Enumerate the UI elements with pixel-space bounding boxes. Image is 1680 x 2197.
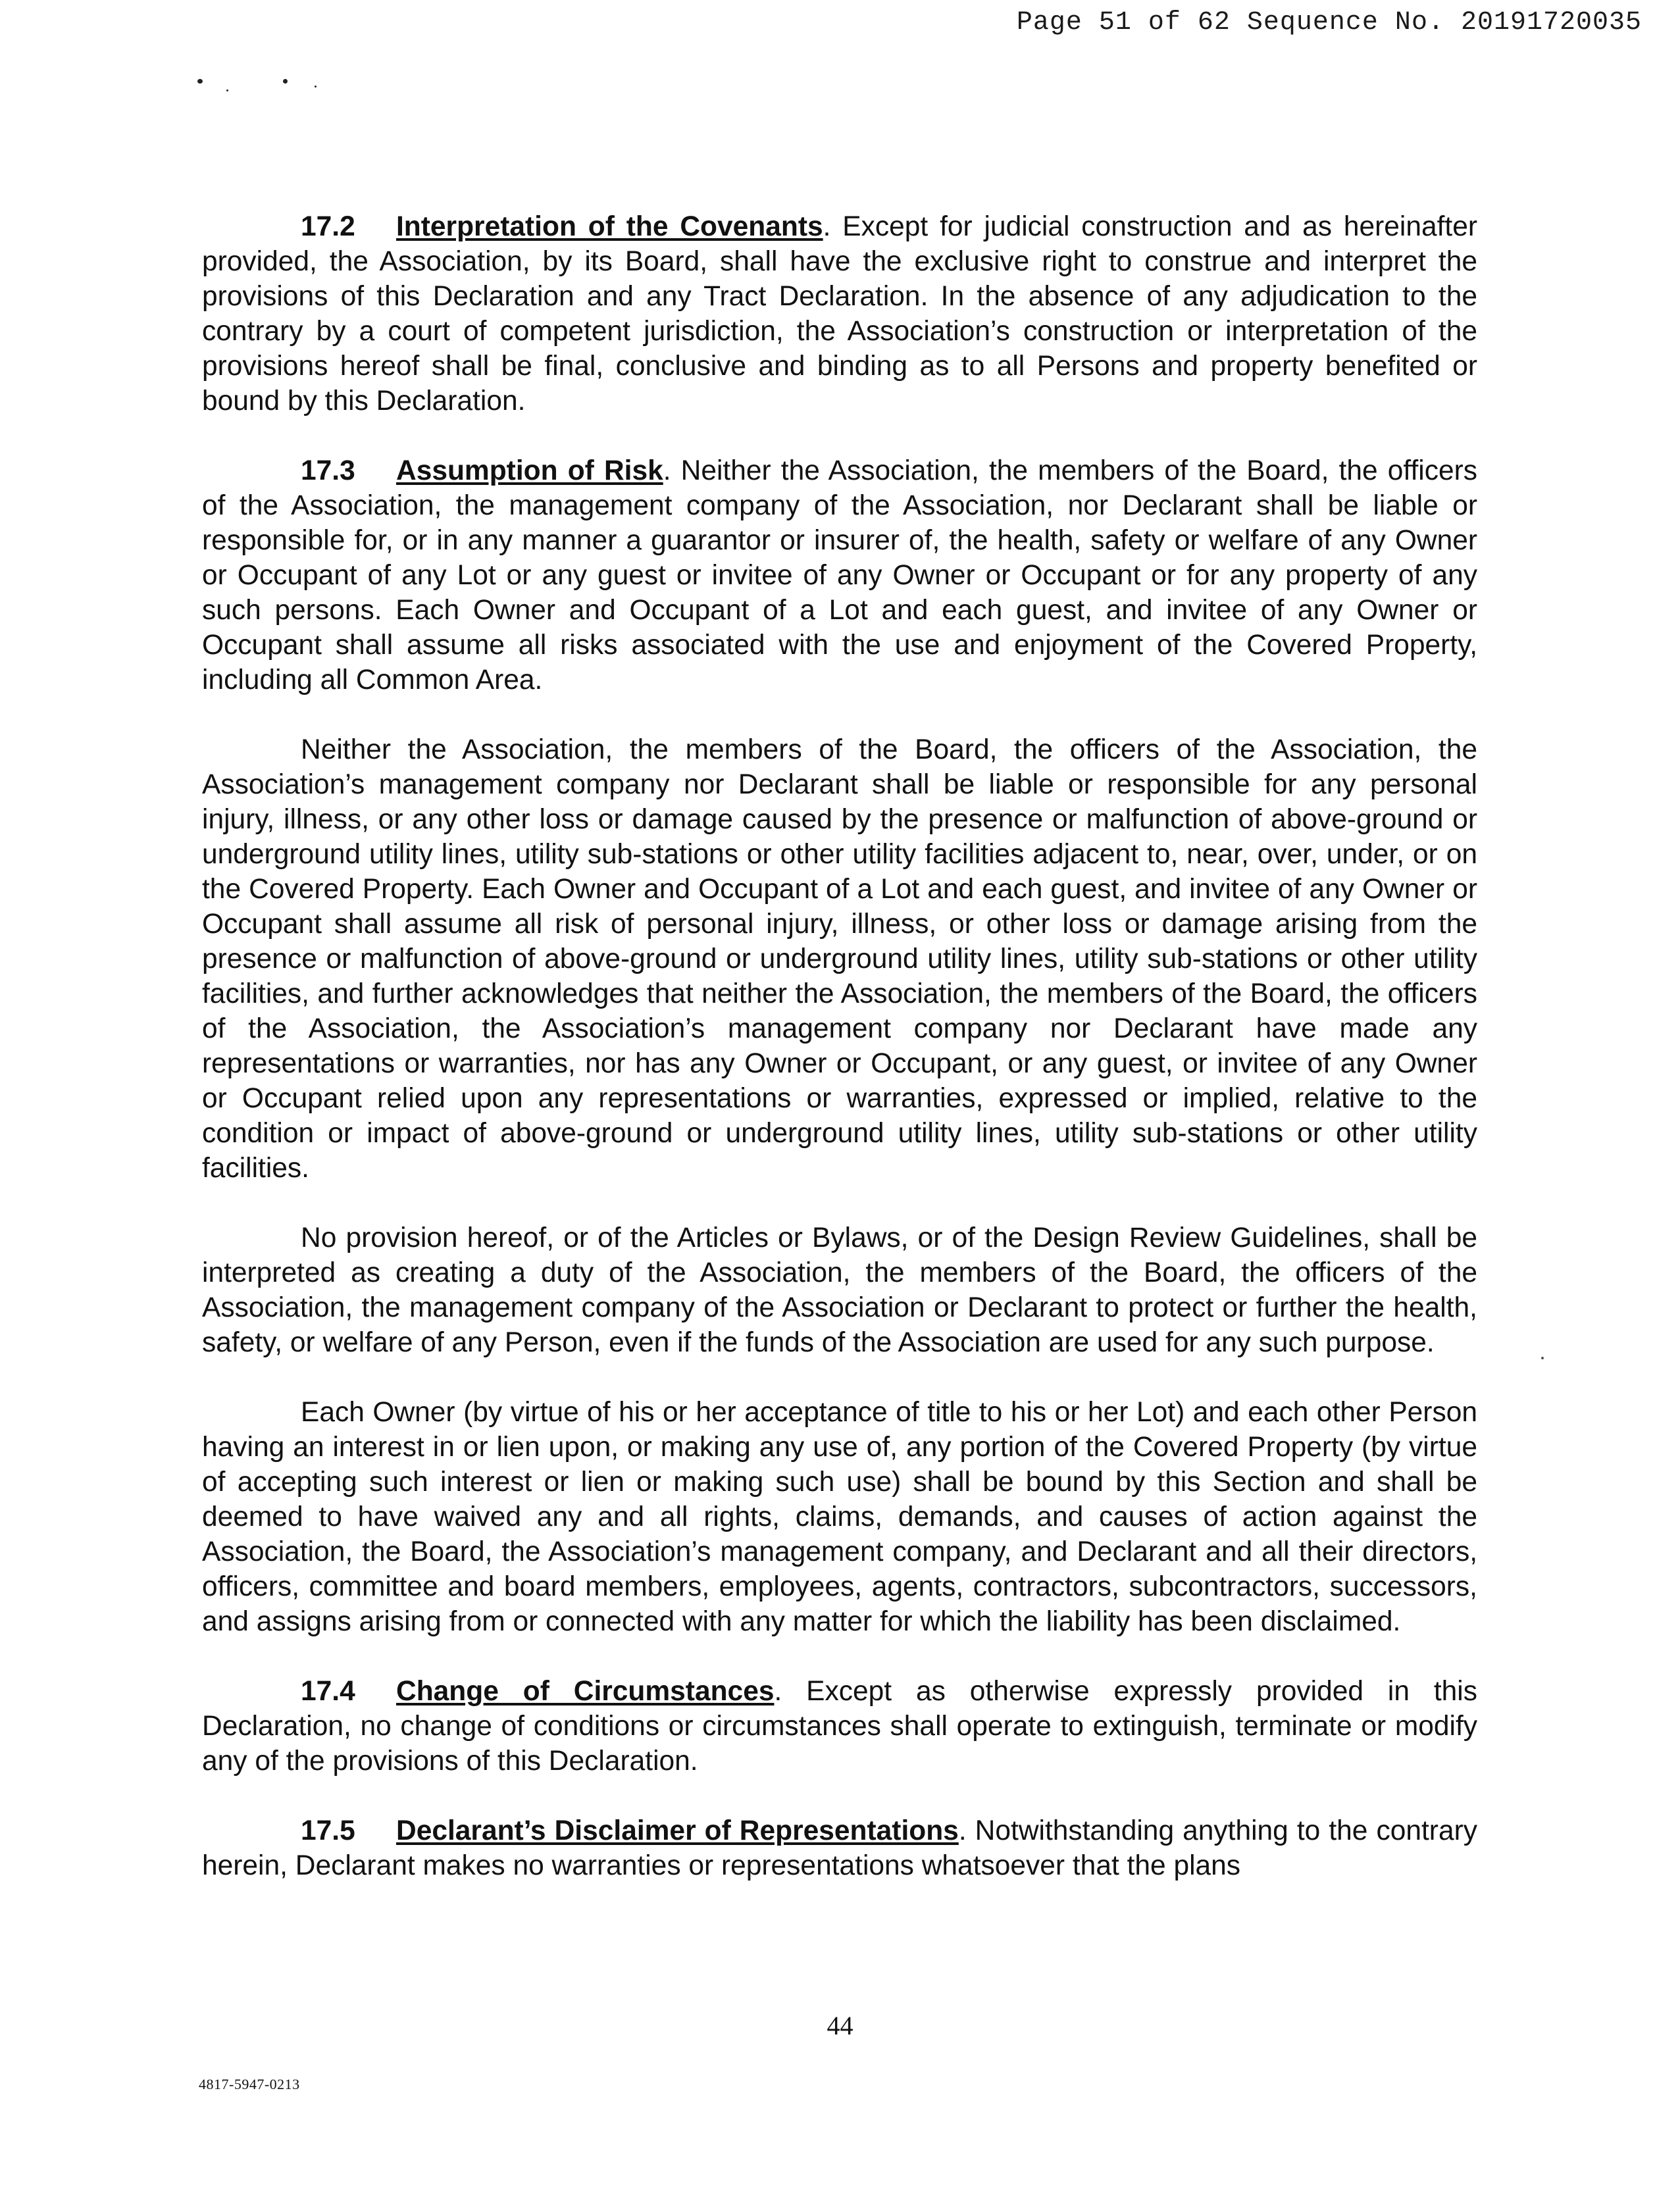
section-text: . Neither the Association, the members of the Board, the officers of the Association, the management company of the Association, nor Declarant shall be liable or responsible for, or in any manner a guarantor or insurer of, the health, safety or welfare of any Owner or Occupant of any Lot or any guest or invitee of any Owner or Occupant or for any property of any such persons. Each Owner and Occupant of a Lot and each guest, and invitee of any Owner or Occupant shall assume all risks associated with the use and enjoyment of the Covered Property, including all Common Area. xyxy=(202,455,1477,695)
section-title: Assumption of Risk xyxy=(396,455,663,486)
section-17-4 xyxy=(202,1674,1477,1779)
page-sequence-header: Page 51 of 62 Sequence No. 20191720035 xyxy=(1016,8,1642,38)
scan-speck xyxy=(315,86,317,88)
scan-speck xyxy=(283,79,288,84)
paragraph-no-duty: No provision hereof, or of the Articles or Bylaws, or of the Design Review Guidelines, shall be interpreted as creating a duty of the Association, the members of the Board, the officers of the Association, the management company of the Association or Declarant to protect or further the health, safety, or welfare of any Person, even if the funds of the Association are used for any such purpose. xyxy=(202,1223,1477,1358)
section-17-3 xyxy=(202,453,1477,697)
scan-speck xyxy=(226,89,228,91)
section-text: . Except for judicial construction and as hereinafter provided, the Association, by its Board, shall have the exclusive right to construe and interpret the provisions of this Declaration and any Tract Declaration. In the absence of any adjudication to the contrary by a court of competent jurisdiction, the Association’s construction or interpretation of the provisions hereof shall be final, conclusive and binding as to all Persons and property benefited or bound by this Declaration. xyxy=(202,211,1478,417)
scan-speck xyxy=(197,79,203,84)
section-number: 17.4 xyxy=(301,1676,355,1707)
scan-speck xyxy=(1541,1357,1544,1359)
section-number: 17.3 xyxy=(301,455,355,486)
section-number: 17.5 xyxy=(301,1815,355,1846)
paragraph-utility-lines: Neither the Association, the members of the Board, the officers of the Association, the Association’s management company nor Declarant shall be liable or responsible for any personal injury, illness, or any other loss or damage caused by the presence or malfunction of above-ground or underground utility lines, utility sub-stations or other utility facilities adjacent to, near, over, under, or on the Covered Property. Each Owner and Occupant of a Lot and each guest, and invitee of any Owner or Occupant shall assume all risk of personal injury, illness, or other loss or damage arising from the presence or malfunction of above-ground or underground utility lines, utility sub-stations or other utility facilities, and further acknowledges that neither the Association, the members of the Board, the officers of the Association, the Association’s management company nor Declarant have made any representations or warranties, nor has any Owner or Occupant, or any guest, or invitee of any Owner or Occupant relied upon any representations or warranties, expressed or implied, relative to the condition or impact of above-ground or underground utility lines, utility sub-stations or other utility facilities. xyxy=(202,734,1477,1184)
section-number: 17.2 xyxy=(301,211,355,242)
section-title: Declarant’s Disclaimer of Representations xyxy=(396,1815,959,1846)
section-title: Interpretation of the Covenants xyxy=(396,211,823,242)
section-17-2 xyxy=(202,209,1477,418)
document-id: 4817-5947-0213 xyxy=(199,2076,300,2092)
section-title: Change of Circumstances xyxy=(396,1676,775,1707)
section-text: . Except as otherwise expressly provided in this Declaration, no change of conditions or circumstances shall operate to extinguish, terminate or modify any of the provisions of this Declaration. xyxy=(202,1676,1477,1777)
page-number: 44 xyxy=(827,2011,853,2040)
section-text: . Notwithstanding anything to the contrary herein, Declarant makes no warranties or representations whatsoever that the plans xyxy=(202,1815,1477,1881)
section-17-5 xyxy=(202,1813,1477,1883)
paragraph-waiver: Each Owner (by virtue of his or her acceptance of title to his or her Lot) and each other Person having an interest in or lien upon, or making any use of, any portion of the Covered Property (by virtue of accepting such interest or lien or making such use) shall be bound by this Section and shall be deemed to have waived any and all rights, claims, demands, and causes of action against the Association, the Board, the Association’s management company, and Declarant and all their directors, officers, committee and board members, employees, agents, contractors, subcontractors, successors, and assigns arising from or connected with any matter for which the liability has been disclaimed. xyxy=(202,1397,1477,1637)
document-body xyxy=(202,209,1477,1918)
